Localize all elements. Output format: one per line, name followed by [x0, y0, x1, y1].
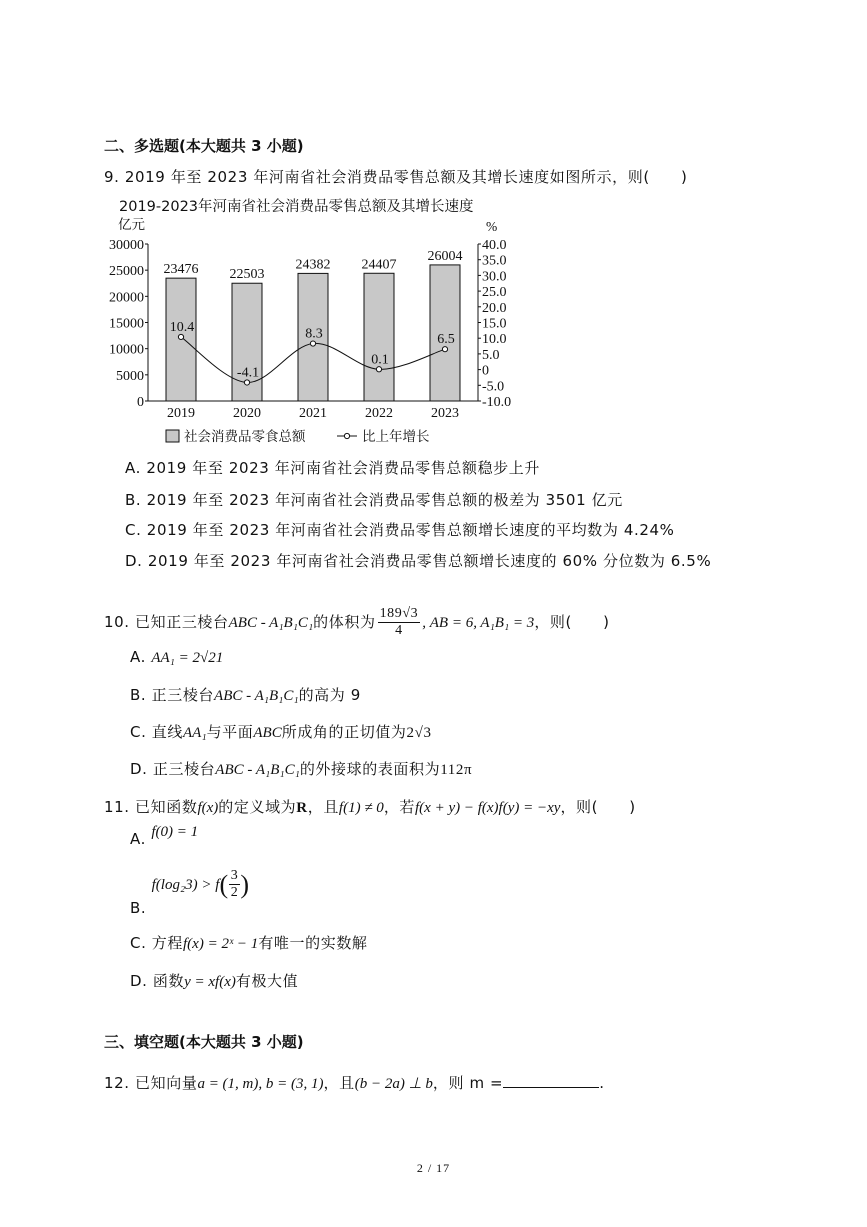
- growth-value-label: 0.1: [371, 352, 389, 368]
- q10-option-d: D. 正三棱台ABC - A₁B₁C₁的外接球的表面积为112π: [130, 760, 473, 778]
- y-left-unit: 亿元: [118, 217, 145, 233]
- y-left-tick-label: 10000: [109, 342, 144, 358]
- y-right-tick-label: -10.0: [482, 395, 512, 410]
- growth-value-label: 8.3: [305, 326, 323, 342]
- y-right-tick-label: -5.0: [482, 379, 505, 395]
- sales-chart: [100, 192, 520, 448]
- y-left-tick-label: 0: [137, 395, 144, 410]
- question-11-stem: 11. 已知函数f(x)的定义域为R，且f(1) ≠ 0，若f(x + y) − f(x)f(y) = −xy，则( ): [104, 798, 636, 816]
- bar-value-label: 24407: [361, 257, 397, 273]
- legend-line-marker: [344, 433, 349, 438]
- bar-value-label: 26004: [427, 248, 463, 264]
- section-title: 二、多选题(本大题共 3 小题): [104, 137, 304, 155]
- section-title-3: 三、填空题(本大题共 3 小题): [104, 1033, 304, 1051]
- q9-option-c: C. 2019 年至 2023 年河南省社会消费品零售总额增长速度的平均数为 4.24%: [125, 521, 675, 539]
- y-right-tick-label: 10.0: [482, 332, 507, 348]
- chart-title: 2019-2023年河南省社会消费品零售总额及其增长速度: [119, 199, 474, 215]
- bar-value-label: 23476: [163, 262, 199, 278]
- question-12-stem: 12. 已知向量a = (1, m), b = (3, 1)，且(b − 2a) ⊥ b，则 m = .: [104, 1074, 605, 1092]
- y-left-tick-label: 15000: [109, 316, 144, 332]
- y-right-tick-label: 15.0: [482, 316, 507, 332]
- x-tick-label: 2023: [431, 406, 459, 421]
- y-right-tick-label: 30.0: [482, 269, 507, 285]
- bar: [364, 273, 394, 401]
- chart-legend: [166, 428, 430, 445]
- x-tick-label: 2021: [299, 406, 327, 421]
- q10-volume-fraction: $\frac{189√3}{4}$: [379, 606, 419, 638]
- growth-point: [310, 341, 315, 346]
- y-right-tick-label: 25.0: [482, 285, 507, 301]
- bar-value-label: 24382: [295, 257, 331, 273]
- y-right-tick-label: 5.0: [482, 347, 500, 363]
- growth-point: [244, 380, 249, 385]
- y-left-tick-label: 30000: [109, 238, 144, 253]
- x-tick-label: 2022: [365, 406, 393, 421]
- question-10-stem: 10. 已知正三棱台ABC - A₁B₁C₁的体积为 $\frac{189√3}{4}$ , AB = 6, A₁B₁ = 3，则( ): [104, 606, 610, 638]
- q10-solid: ABC - A₁B₁C₁: [228, 615, 314, 631]
- growth-value-label: -4.1: [236, 365, 260, 381]
- q11-option-b: B. f(log₂3) > f( $\frac{3}{2}$ ): [130, 868, 250, 917]
- growth-value-label: 6.5: [437, 332, 455, 348]
- q9-option-a: A. 2019 年至 2023 年河南省社会消费品零售总额稳步上升: [125, 459, 540, 477]
- y-right-unit: %: [486, 219, 498, 234]
- growth-point: [442, 347, 447, 352]
- y-right-tick-label: 20.0: [482, 300, 507, 316]
- q11-option-d: D. 函数y = xf(x)有极大值: [130, 972, 299, 990]
- y-right-tick-label: 40.0: [482, 238, 507, 253]
- answer-blank[interactable]: [503, 1073, 599, 1088]
- q11-option-c: C. 方程f(x) = 2ˣ − 1有唯一的实数解: [130, 934, 368, 952]
- y-right-tick-label: 35.0: [482, 253, 507, 269]
- q11-option-a: A. f(0) = 1: [130, 824, 199, 848]
- legend-bar-swatch: [166, 430, 179, 442]
- q9-option-b: B. 2019 年至 2023 年河南省社会消费品零售总额的极差为 3501 亿元: [125, 491, 623, 509]
- q11-b-fraction: $\frac{3}{2}$: [230, 868, 239, 900]
- x-tick-label: 2020: [233, 406, 261, 421]
- page-number: 2 / 17: [416, 1161, 451, 1175]
- y-right-tick-label: 0: [482, 363, 489, 379]
- legend-line-label: 比上年增长: [362, 429, 430, 445]
- q10-option-b: B. 正三棱台ABC - A₁B₁C₁的高为 9: [130, 686, 361, 704]
- x-tick-label: 2019: [167, 406, 195, 421]
- q9-option-d: D. 2019 年至 2023 年河南省社会消费品零售总额增长速度的 60% 分位数为 6.5%: [125, 552, 712, 570]
- growth-point: [178, 334, 183, 339]
- q10-option-a: A. AA₁ = 2√21: [130, 648, 224, 666]
- bar-value-label: 22503: [229, 267, 265, 283]
- y-left-tick-label: 5000: [116, 368, 144, 384]
- y-left-tick-label: 25000: [109, 264, 144, 280]
- growth-point: [376, 367, 381, 372]
- y-left-tick-label: 20000: [109, 290, 144, 306]
- question-9-stem: 9. 2019 年至 2023 年河南省社会消费品零售总额及其增长速度如图所示，则( ): [104, 168, 688, 186]
- q10-option-c: C. 直线AA₁与平面ABC所成角的正切值为2√3: [130, 723, 432, 741]
- legend-bar-label: 社会消费品零食总额: [184, 429, 306, 445]
- growth-value-label: 10.4: [169, 319, 195, 335]
